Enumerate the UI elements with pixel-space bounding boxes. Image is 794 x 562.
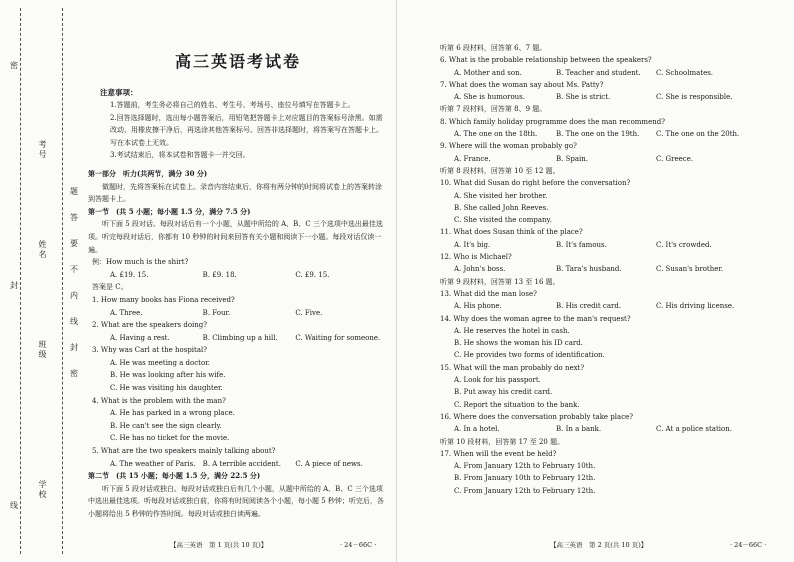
option: C. A piece of news. xyxy=(295,459,363,468)
label-xingming: 姓名 xyxy=(38,240,47,260)
page-2-footer: 【高三英语 第 2 页(共 10 页)】 xyxy=(550,541,648,549)
part1-heading: 第一部分 听力(共两节，满分 30 分) xyxy=(88,168,208,178)
option: A. It's big. xyxy=(454,240,491,249)
section2-intro: 听下面 5 段对话或独白。每段对话或独白后有几个小题，从题中所给的 A、B、C 三个选项中选出最佳选项。听每段对话或独白前，你将有时间阅读各个小题，每小题 5 秒钟；听完后，各小题将给出 5 秒钟的作答时间。每段对话或独白读两遍。 xyxy=(88,484,384,518)
option: B. She called John Reeves. xyxy=(454,203,549,212)
notes-heading: 注意事项： xyxy=(100,88,138,97)
seal-char: 封 xyxy=(10,281,18,290)
option: B. He was looking after his wife. xyxy=(110,371,226,380)
option: C. He provides two forms of identification. xyxy=(454,351,605,360)
option: A. In a hotel. xyxy=(454,425,500,434)
page-1-code: · 24－66C · xyxy=(340,541,377,549)
seal-char: 密 xyxy=(70,369,78,378)
option: B. In a bank. xyxy=(556,425,602,434)
option: A. John's boss. xyxy=(454,265,506,274)
option: B. A terrible accident. xyxy=(202,459,281,468)
option: A. The one on the 18th. xyxy=(454,130,538,139)
label-kaohao: 考号 xyxy=(38,140,47,160)
section1-heading: 第一节 (共 5 小题；每小题 1.5 分，满分 7.5 分) xyxy=(88,206,251,216)
option: B. From January 10th to February 12th. xyxy=(454,474,596,483)
option: B. Four. xyxy=(202,308,231,317)
question: 15. What will the man probably do next? xyxy=(440,363,585,372)
option: C. The one on the 20th. xyxy=(656,130,740,139)
page-2-body xyxy=(440,42,768,497)
binding-line-outer xyxy=(20,8,21,554)
option: C. She is responsible. xyxy=(656,93,733,102)
option: A. Three. xyxy=(110,308,143,317)
question: 14. Why does the woman agree to the man's request? xyxy=(440,314,631,323)
option: C. He has no ticket for the movie. xyxy=(110,434,230,443)
option: A. Mother and son. xyxy=(454,68,522,77)
option: B. Tara's husband. xyxy=(556,265,622,274)
options-row xyxy=(440,91,768,103)
options-row xyxy=(440,128,768,140)
material-heading: 听第 9 段材料，回答第 13 至 16 题。 xyxy=(440,277,560,286)
seal-char: 封 xyxy=(70,343,78,352)
option: B. His credit card. xyxy=(556,302,622,311)
question: 6. What is the probable relationship between the speakers? xyxy=(440,56,652,65)
options-row xyxy=(440,263,768,275)
note-item: 1.答题前，考生务必将自己的姓名、考生号、考场号、座位号填写在答题卡上。 xyxy=(110,101,355,109)
question: 10. What did Susan do right before the conversation? xyxy=(440,179,631,188)
question: 11. What does Susan think of the place? xyxy=(440,228,583,237)
material-heading: 听第 8 段材料，回答第 10 至 12 题。 xyxy=(440,166,560,175)
option: A. He reserves the hotel in cash. xyxy=(454,326,570,335)
option: A. £19. 15. xyxy=(110,270,149,279)
option: A. From January 12th to February 10th. xyxy=(454,462,596,471)
question: 12. Who is Michael? xyxy=(440,253,512,262)
option: C. Five. xyxy=(295,308,323,317)
seal-char: 要 xyxy=(70,239,78,248)
option: B. Teacher and student. xyxy=(556,68,641,77)
option: C. Schoolmates. xyxy=(656,68,714,77)
seal-char: 线 xyxy=(70,317,78,326)
option: B. The one on the 19th. xyxy=(556,130,640,139)
options-row xyxy=(440,423,768,435)
option: A. She visited her brother. xyxy=(454,191,548,200)
label-banji: 班级 xyxy=(38,340,47,360)
page-fold xyxy=(396,0,397,562)
option: A. He has parked in a wrong place. xyxy=(110,409,235,418)
option: A. He was meeting a doctor. xyxy=(110,358,210,367)
seal-char: 线 xyxy=(10,501,18,510)
question: 8. Which family holiday programme does the man recommend? xyxy=(440,117,665,126)
option: A. The weather of Paris. xyxy=(110,459,196,468)
options-row xyxy=(440,239,768,251)
option: A. France. xyxy=(454,154,491,163)
question-5: 5. What are the two speakers mainly talking about? xyxy=(92,447,276,456)
option: C. At a police station. xyxy=(656,425,732,434)
option: C. Susan's brother. xyxy=(656,265,724,274)
option: B. Spain. xyxy=(556,154,589,163)
seal-char: 答 xyxy=(70,213,78,222)
options-row xyxy=(440,67,768,79)
section1-intro: 听下面 5 段对话。每段对话后有一个小题，从题中所给的 A、B、C 三个选项中选出最佳选项。听完每段对话后，你都有 10 秒钟的时间来回答有关小题和阅读下一小题。每段对话仅读一遍。 xyxy=(88,220,383,254)
seal-char: 密 xyxy=(10,61,18,70)
question-1-options xyxy=(88,307,388,320)
option: B. He shows the woman his ID card. xyxy=(454,339,583,348)
question: 9. Where will the woman probably go? xyxy=(440,142,577,151)
page-1-body xyxy=(88,52,388,521)
question: 17. When will the event be held? xyxy=(440,449,557,458)
options-row xyxy=(440,300,768,312)
option: A. Having a rest. xyxy=(110,333,170,342)
question: 7. What does the woman say about Ms. Patty? xyxy=(440,80,604,89)
option: C. From January 12th to February 12th. xyxy=(454,486,596,495)
page-1-footer: 【高三英语 第 1 页(共 10 页)】 xyxy=(170,541,268,549)
section2-heading: 第二节 (共 15 小题；每小题 1.5 分，满分 22.5 分) xyxy=(88,471,261,481)
material-heading: 听第 7 段材料，回答第 8、9 题。 xyxy=(440,105,547,114)
page-title: 高三英语考试卷 xyxy=(174,52,301,71)
example-question: 例：How much is the shirt? xyxy=(92,258,189,267)
option: C. She visited the company. xyxy=(454,216,552,225)
question-2-options xyxy=(88,332,388,345)
example-options xyxy=(88,269,388,282)
label-xuexiao: 学校 xyxy=(38,480,47,500)
material-heading: 听第 10 段材料，回答第 17 至 20 题。 xyxy=(440,437,565,446)
option: B. She is strict. xyxy=(556,93,611,102)
example-answer: 答案是 C。 xyxy=(92,283,128,292)
option: C. It's crowded. xyxy=(656,240,712,249)
option: B. Climbing up a hill. xyxy=(202,333,278,342)
option: C. Greece. xyxy=(656,154,694,163)
option: B. He can't see the sign clearly. xyxy=(110,421,222,430)
binding-line-inner xyxy=(62,8,63,554)
material-heading: 听第 6 段材料，回答第 6、7 题。 xyxy=(440,44,547,52)
options-row xyxy=(440,153,768,165)
question-5-options xyxy=(88,458,388,471)
question: 13. What did the man lose? xyxy=(440,289,537,298)
option: B. Put away his credit card. xyxy=(454,388,553,397)
option: C. He was visiting his daughter. xyxy=(110,384,223,393)
question-4: 4. What is the problem with the man? xyxy=(92,396,226,405)
seal-char: 题 xyxy=(70,187,78,196)
question-3: 3. Why was Carl at the hospital? xyxy=(92,346,208,355)
option: B. It's famous. xyxy=(556,240,607,249)
option: A. Look for his passport. xyxy=(454,376,541,385)
question-2: 2. What are the speakers doing? xyxy=(92,321,208,330)
note-item: 3.考试结束后，将本试卷和答题卡一并交回。 xyxy=(110,151,250,160)
question: 16. Where does the conversation probably take place? xyxy=(440,412,634,421)
option: C. His driving license. xyxy=(656,302,735,311)
option: A. His phone. xyxy=(454,302,502,311)
question-1: 1. How many books has Fiona received? xyxy=(92,295,235,304)
seal-char: 内 xyxy=(70,291,78,300)
option: C. Report the situation to the bank. xyxy=(454,400,580,409)
option: C. £9. 15. xyxy=(295,270,330,279)
note-item: 2.回答选择题时，选出每小题答案后，用铅笔把答题卡上对应题目的答案标号涂黑。如需改动，用橡皮擦干净后，再选涂其他答案标号。回答非选择题时，将答案写在答题卡上。写在本试卷上无效。 xyxy=(110,113,383,147)
option: C. Waiting for someone. xyxy=(295,333,381,342)
seal-char: 不 xyxy=(70,265,78,274)
option: A. She is humorous. xyxy=(454,93,525,102)
page-2-code: · 24－66C · xyxy=(730,541,767,549)
part1-intro: 做题时，先将答案标在试卷上。录音内容结束后，你将有两分钟的时间将试卷上的答案转涂到答题卡上。 xyxy=(88,182,382,204)
option: B. £9. 18. xyxy=(202,270,237,279)
